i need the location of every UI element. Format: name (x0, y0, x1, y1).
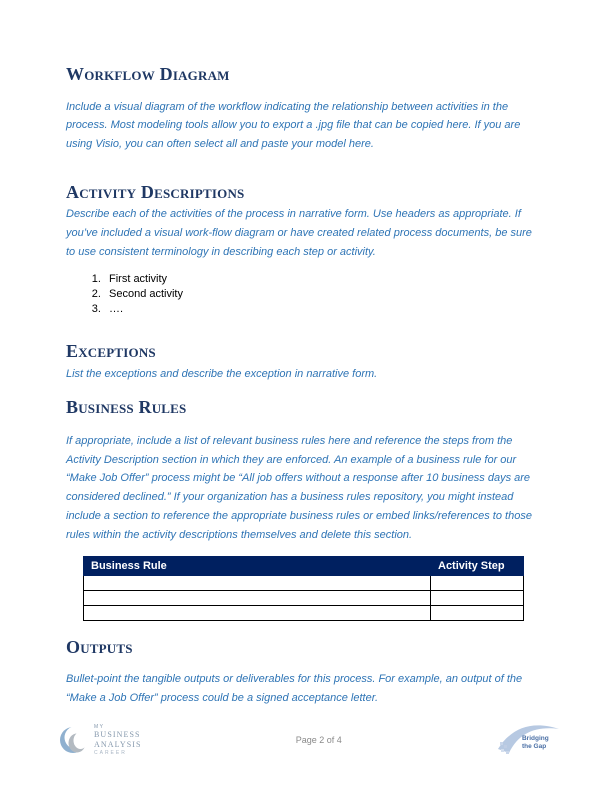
table-cell-business-rule (84, 606, 431, 621)
table-row (84, 591, 524, 606)
page-footer (58, 712, 562, 768)
table-cell-business-rule (84, 591, 431, 606)
section-workflow-diagram (66, 64, 542, 154)
business-rules-guidance-text: If appropriate, include a list of relevant business rules here and reference the steps from the Activity Description section in which they are enforced. An example of a business rule for our “Make Job Offer” process might be “All job offers without a response after 10 business days are considered declined.” If your organization has a business rules repository, you might instead include a section to reference the appropriate business rules or embed links/references to those rules within the activity descriptions themselves and delete this section. (66, 435, 532, 541)
activity-list-item: 1. First activity (104, 272, 542, 287)
ba-logo-line-business: BUSINESS (94, 730, 141, 739)
table-cell-activity-step (431, 606, 524, 621)
bridging-the-gap-logo-text (522, 735, 549, 751)
workflow-diagram-heading: Workflow Diagram (66, 64, 230, 84)
ba-career-logo-icon (58, 721, 90, 759)
activity-descriptions-heading: Activity Descriptions (66, 181, 245, 202)
ba-logo-line-my: MY (94, 723, 105, 730)
outputs-guidance-text: Bullet-point the tangible outputs or deliverables for this process. For example, an output of the “Make a Job Offer” process could be a signed acceptance letter. (66, 672, 523, 704)
exceptions-guidance-text: List the exceptions and describe the exception in narrative form. (66, 367, 378, 380)
table-row (84, 606, 524, 621)
table-header-activity-step: Activity Step (431, 557, 524, 576)
section-business-rules (66, 397, 542, 621)
page-number-label: Page 2 of 4 (295, 735, 342, 745)
outputs-heading: Outputs (66, 637, 133, 658)
activity-descriptions-guidance-text: Describe each of the activities of the process in narrative form. Use headers as appropriate. If you’ve included a visual work-flow diagram or have created related process documents, be sure to use consistent terminology in describing each step or activity. (66, 208, 532, 258)
btg-logo-line-2: the Gap (521, 742, 547, 750)
table-row (84, 576, 524, 591)
activity-list (88, 272, 542, 318)
btg-logo-line-1: Bridging (521, 735, 549, 742)
activity-list-item: 3. …. (104, 302, 542, 317)
bridging-the-gap-logo (496, 718, 562, 762)
activity-list-item: 2. Second activity (104, 287, 542, 302)
business-rules-heading: Business Rules (66, 397, 187, 418)
section-activity-descriptions (66, 182, 542, 317)
business-rules-table (83, 556, 524, 621)
table-header-row (84, 557, 524, 576)
table-cell-activity-step (431, 576, 524, 591)
business-analysis-career-logo (58, 721, 142, 759)
section-outputs (66, 637, 542, 707)
ba-career-logo-text (94, 724, 142, 757)
workflow-diagram-guidance-text: Include a visual diagram of the workflow indicating the relationship between activities in the process. Most modeling tools allow you to export a .jpg file that can be copied here. If you are using Visio, you can often select all and paste your model here. (66, 100, 521, 151)
ba-logo-line-analysis: ANALYSIS (94, 740, 142, 749)
section-exceptions (66, 341, 542, 383)
ba-logo-line-career: CAREER (94, 750, 127, 756)
table-header-business-rule: Business Rule (84, 557, 431, 576)
table-cell-activity-step (431, 591, 524, 606)
table-cell-business-rule (84, 576, 431, 591)
exceptions-heading: Exceptions (66, 341, 156, 362)
